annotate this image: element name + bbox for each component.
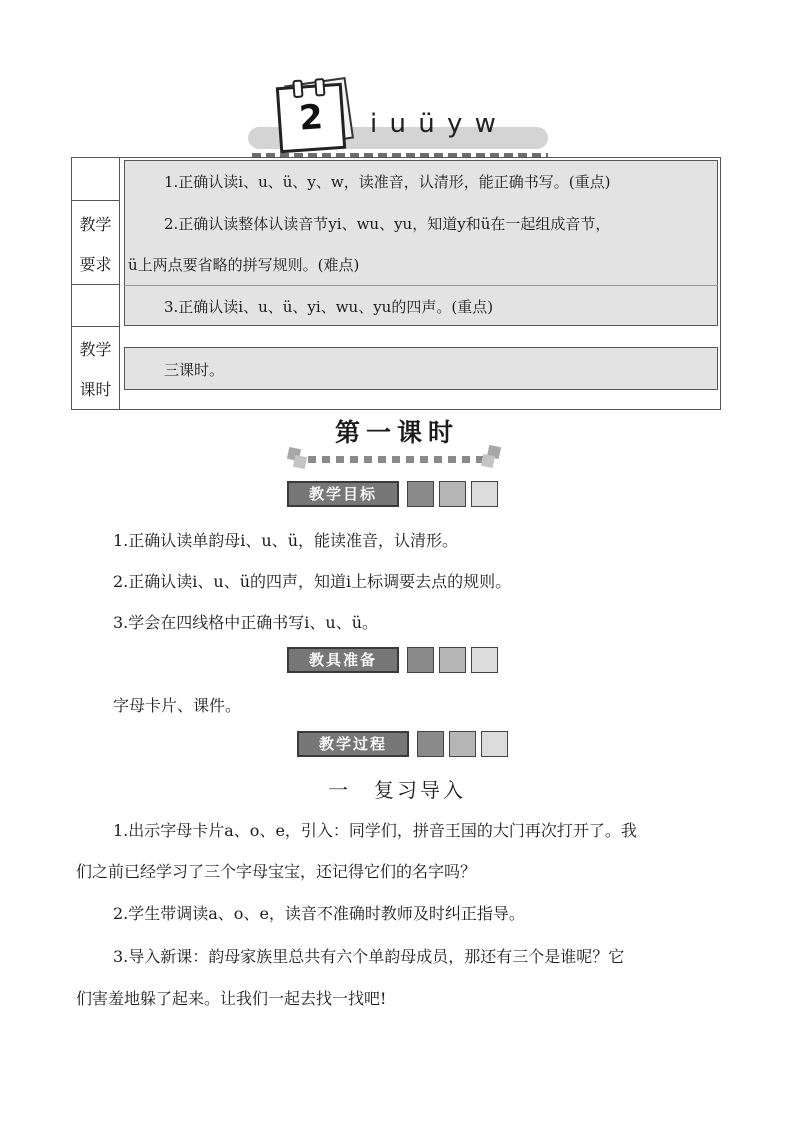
lesson-letters: i u ü y w: [370, 109, 498, 139]
process-line-3: 2.学生带调读a、o、e，读音不准确时教师及时纠正指导。: [113, 904, 525, 923]
tag-square-icon: [471, 481, 498, 507]
calendar-icon: [276, 83, 346, 153]
tools-tag-label: 教具准备: [287, 647, 399, 673]
tag-square-icon: [407, 647, 434, 673]
goal-3: 3.正确认读i、u、ü、yi、wu、yu的四声。(重点): [164, 298, 494, 316]
process-line-5: 们害羞地躲了起来。让我们一起去找一找吧!: [76, 989, 387, 1008]
table-divider: [72, 284, 119, 285]
table-label-column: [72, 158, 120, 409]
label-hours-line2: 课时: [79, 380, 112, 399]
objective-1: 1.正确认读单韵母i、u、ü，能读准音，认清形。: [113, 531, 458, 550]
requirements-divider: [124, 285, 718, 286]
objectives-tag: [287, 481, 503, 507]
table-divider: [72, 200, 119, 201]
tag-square-icon: [481, 731, 508, 757]
tag-square-icon: [407, 481, 434, 507]
title-decoration: [288, 446, 506, 466]
deco-dotted-line: [308, 456, 486, 463]
label-requirements-line1: 教学: [79, 215, 112, 234]
table-divider: [72, 326, 119, 327]
calendar-ring-icon: [314, 78, 325, 97]
calendar-ring-icon: [292, 80, 303, 99]
process-line-1: 1.出示字母卡片a、o、e，引入：同学们，拼音王国的大门再次打开了。我: [113, 821, 637, 840]
objectives-tag-label: 教学目标: [287, 481, 399, 507]
goal-1: 1.正确认读i、u、ü、y、w，读准音，认清形，能正确书写。(重点): [164, 173, 611, 191]
label-requirements-line2: 要求: [79, 255, 112, 274]
tag-square-icon: [439, 481, 466, 507]
process-line-2: 们之前已经学习了三个字母宝宝，还记得它们的名字吗？: [76, 862, 477, 881]
process-line-4: 3.导入新课：韵母家族里总共有六个单韵母成员，那还有三个是谁呢？它: [113, 947, 625, 966]
tag-square-icon: [417, 731, 444, 757]
hours-text: 三课时。: [164, 361, 225, 379]
deco-square-icon: [481, 454, 495, 468]
section-title: 第一课时: [334, 418, 459, 447]
objective-3: 3.学会在四线格中正确书写i、u、ü。: [113, 613, 378, 632]
tag-square-icon: [471, 647, 498, 673]
objective-2: 2.正确认读i、u、ü的四声，知道i上标调要去点的规则。: [113, 572, 512, 591]
lesson-number: 2: [297, 97, 325, 139]
tools-text: 字母卡片、课件。: [113, 696, 242, 715]
tag-square-icon: [439, 647, 466, 673]
label-hours-line1: 教学: [79, 340, 112, 359]
goal-2-continued: ü上两点要省略的拼写规则。(难点): [128, 256, 360, 274]
process-tag-label: 教学过程: [297, 731, 409, 757]
process-tag: [297, 731, 513, 757]
lesson-header: [240, 75, 560, 165]
tag-square-icon: [449, 731, 476, 757]
tools-tag: [287, 647, 503, 673]
requirements-table: [71, 157, 721, 410]
goal-2: 2.正确认读整体认读音节yi、wu、yu，知道y和ü在一起组成音节，: [164, 215, 611, 233]
process-heading: 一 复习导入: [328, 778, 466, 802]
deco-square-icon: [293, 455, 307, 469]
